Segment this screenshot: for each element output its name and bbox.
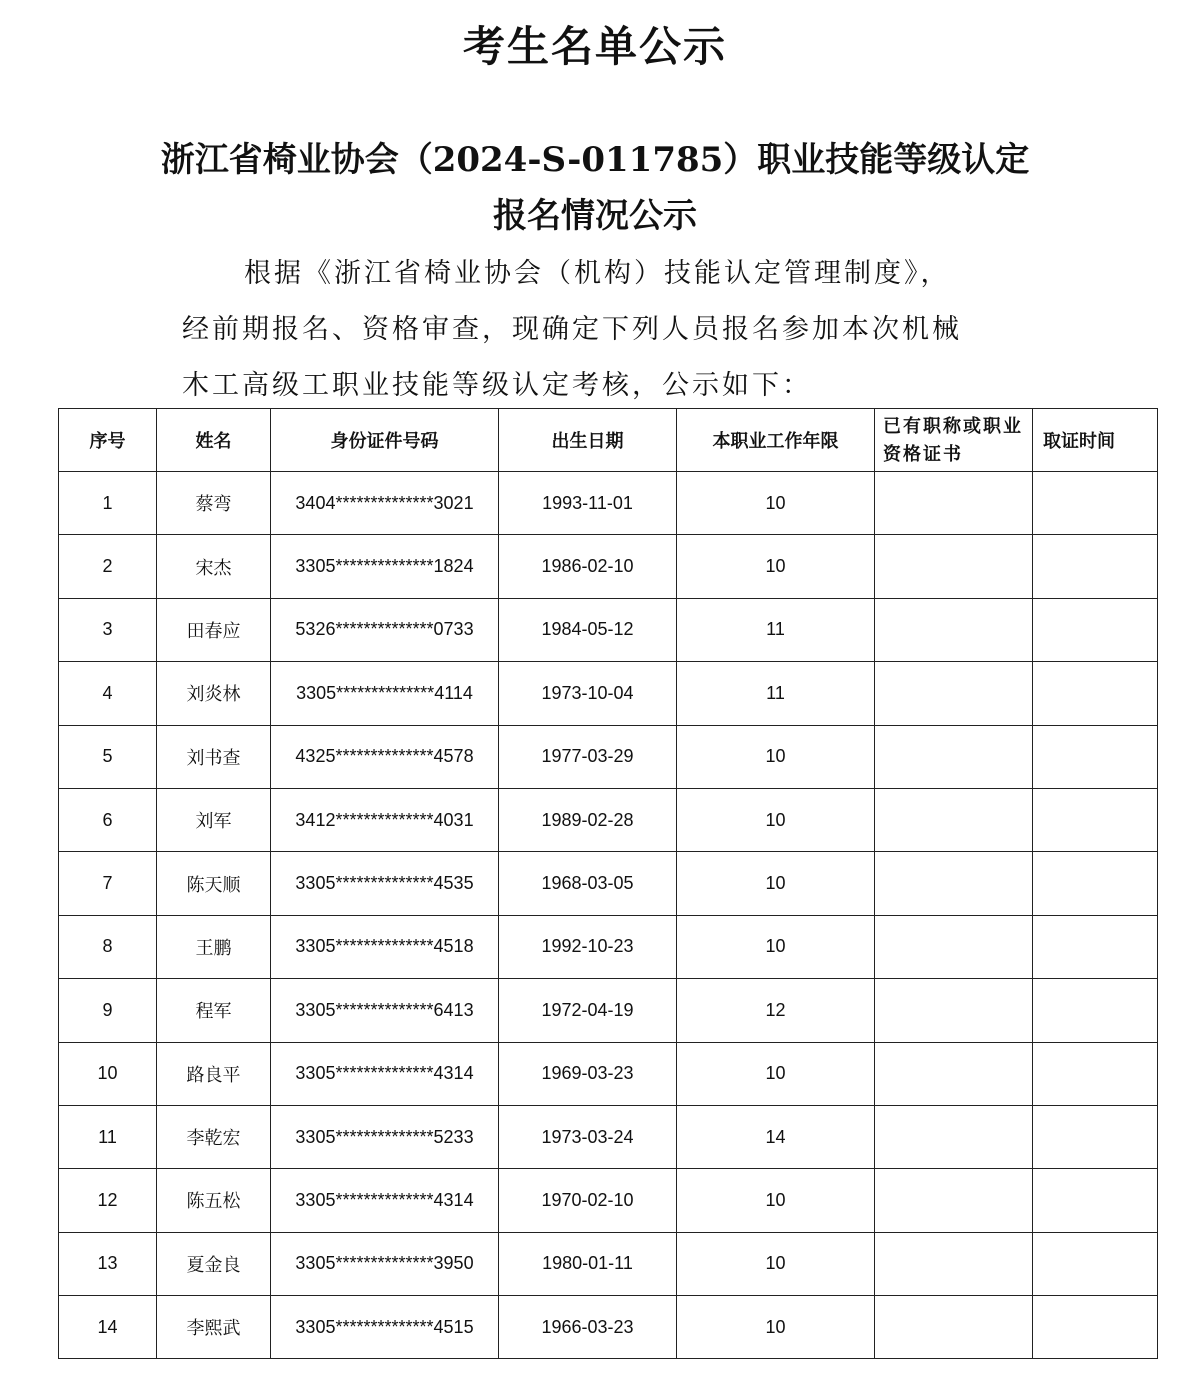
table-row [59,598,1158,661]
table-body [59,472,1158,1359]
cell-cert-date [1033,1105,1158,1168]
cell-id-number: 3305**************4535 [271,852,499,915]
cell-certificate [875,788,1033,851]
cell-name: 路良平 [157,1042,271,1105]
cell-certificate [875,472,1033,535]
cell-name: 李熙武 [157,1296,271,1359]
cell-certificate [875,1232,1033,1295]
cell-certificate [875,979,1033,1042]
cell-name: 李乾宏 [157,1105,271,1168]
cell-seq: 10 [59,1042,157,1105]
cell-seq: 1 [59,472,157,535]
cell-work-years: 10 [677,788,875,851]
intro-line1: 根据《浙江省椅业协会（机构）技能认定管理制度》， [244,258,951,289]
cell-work-years: 10 [677,852,875,915]
cell-work-years: 10 [677,535,875,598]
cell-id-number: 3412**************4031 [271,788,499,851]
candidate-table [58,408,1158,1359]
table-row [59,915,1158,978]
cell-seq: 6 [59,788,157,851]
cell-certificate [875,1105,1033,1168]
cell-id-number: 3305**************1824 [271,535,499,598]
header-certificate: 已有职称或职业资格证书 [875,409,1033,472]
cell-cert-date [1033,1042,1158,1105]
cell-name: 刘炎林 [157,662,271,725]
header-cert-date: 取证时间 [1033,409,1158,472]
cell-birth-date: 1969-03-23 [499,1042,677,1105]
cell-birth-date: 1973-10-04 [499,662,677,725]
cell-name: 陈天顺 [157,852,271,915]
cell-seq: 8 [59,915,157,978]
cell-id-number: 3305**************4515 [271,1296,499,1359]
cell-certificate [875,915,1033,978]
cell-name: 刘军 [157,788,271,851]
header-work-years: 本职业工作年限 [677,409,875,472]
intro-line2: 经前期报名、资格审查，现确定下列人员报名参加本次机械 [182,314,962,345]
cell-certificate [875,662,1033,725]
cell-id-number: 3305**************3950 [271,1232,499,1295]
cell-work-years: 12 [677,979,875,1042]
cell-seq: 3 [59,598,157,661]
cell-name: 田春应 [157,598,271,661]
cell-cert-date [1033,1169,1158,1232]
cell-name: 夏金良 [157,1232,271,1295]
cell-certificate [875,535,1033,598]
cell-certificate [875,852,1033,915]
cell-seq: 12 [59,1169,157,1232]
cell-birth-date: 1989-02-28 [499,788,677,851]
cell-seq: 5 [59,725,157,788]
cell-certificate [875,725,1033,788]
table-row [59,1105,1158,1168]
cell-birth-date: 1984-05-12 [499,598,677,661]
header-seq: 序号 [59,409,157,472]
cell-work-years: 10 [677,1232,875,1295]
cell-name: 王鹏 [157,915,271,978]
header-name: 姓名 [157,409,271,472]
cell-work-years: 10 [677,472,875,535]
cell-birth-date: 1980-01-11 [499,1232,677,1295]
cell-seq: 2 [59,535,157,598]
cell-work-years: 10 [677,1042,875,1105]
cell-certificate [875,1042,1033,1105]
cell-birth-date: 1970-02-10 [499,1169,677,1232]
cell-id-number: 3305**************4314 [271,1169,499,1232]
table-row [59,979,1158,1042]
table-row [59,788,1158,851]
intro-line3: 木工高级工职业技能等级认定考核，公示如下： [182,370,812,401]
table-row [59,662,1158,725]
cell-cert-date [1033,788,1158,851]
cell-seq: 11 [59,1105,157,1168]
table-row [59,852,1158,915]
cell-cert-date [1033,1232,1158,1295]
page-title: 考生名单公示 [462,22,727,71]
cell-id-number: 3404**************3021 [271,472,499,535]
cell-cert-date [1033,979,1158,1042]
cell-id-number: 3305**************6413 [271,979,499,1042]
cell-id-number: 5326**************0733 [271,598,499,661]
cell-birth-date: 1972-04-19 [499,979,677,1042]
cell-cert-date [1033,725,1158,788]
cell-certificate [875,1296,1033,1359]
cell-birth-date: 1986-02-10 [499,535,677,598]
table-row [59,1169,1158,1232]
table-row [59,1296,1158,1359]
cell-work-years: 10 [677,725,875,788]
cell-name: 蔡弯 [157,472,271,535]
cell-seq: 14 [59,1296,157,1359]
cell-work-years: 10 [677,915,875,978]
cell-birth-date: 1977-03-29 [499,725,677,788]
cell-id-number: 3305**************4314 [271,1042,499,1105]
cell-id-number: 3305**************4114 [271,662,499,725]
cell-cert-date [1033,852,1158,915]
cell-seq: 9 [59,979,157,1042]
table-row [59,1232,1158,1295]
cell-id-number: 3305**************4518 [271,915,499,978]
cell-name: 程军 [157,979,271,1042]
cell-birth-date: 1993-11-01 [499,472,677,535]
table-row [59,472,1158,535]
cell-cert-date [1033,662,1158,725]
table-row [59,725,1158,788]
cell-work-years: 11 [677,598,875,661]
cell-seq: 13 [59,1232,157,1295]
cell-cert-date [1033,535,1158,598]
cell-work-years: 14 [677,1105,875,1168]
cell-work-years: 11 [677,662,875,725]
table-row [59,535,1158,598]
cell-certificate [875,598,1033,661]
cell-seq: 4 [59,662,157,725]
cell-id-number: 4325**************4578 [271,725,499,788]
notice-title-line2: 报名情况公示 [493,196,697,236]
cell-certificate [875,1169,1033,1232]
cell-id-number: 3305**************5233 [271,1105,499,1168]
cell-birth-date: 1973-03-24 [499,1105,677,1168]
cell-cert-date [1033,598,1158,661]
cell-birth-date: 1968-03-05 [499,852,677,915]
cell-birth-date: 1992-10-23 [499,915,677,978]
notice-title-line1: 浙江省椅业协会（2024-S-011785）职业技能等级认定 [160,140,1030,180]
cell-birth-date: 1966-03-23 [499,1296,677,1359]
cell-name: 宋杰 [157,535,271,598]
cell-name: 陈五松 [157,1169,271,1232]
cell-seq: 7 [59,852,157,915]
cell-name: 刘书查 [157,725,271,788]
cell-work-years: 10 [677,1169,875,1232]
cell-cert-date [1033,915,1158,978]
cell-cert-date [1033,1296,1158,1359]
table-row [59,1042,1158,1105]
cell-work-years: 10 [677,1296,875,1359]
cell-cert-date [1033,472,1158,535]
table-header-row [59,409,1158,472]
header-id-number: 身份证件号码 [271,409,499,472]
header-birth-date: 出生日期 [499,409,677,472]
